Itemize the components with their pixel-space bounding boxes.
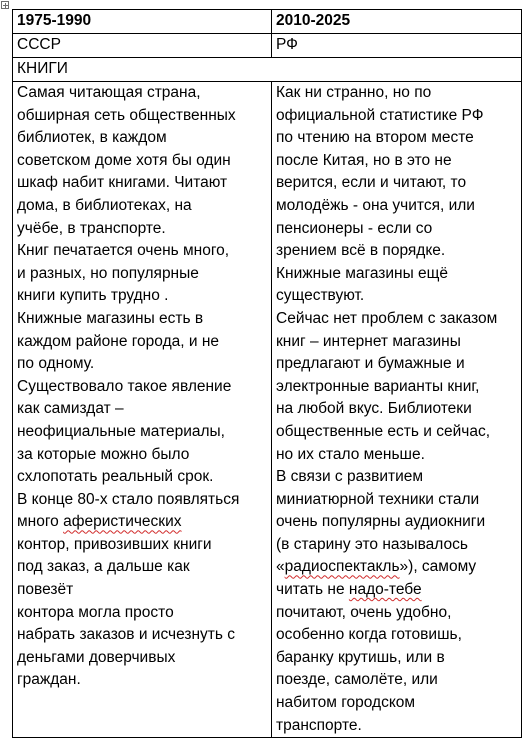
text-line — [17, 511, 267, 534]
text-line: деньгами доверчивых — [17, 648, 176, 666]
country-cell-right[interactable]: РФ — [272, 34, 522, 58]
text-line: но их стало меньше. — [276, 445, 425, 463]
text-segment: »), самому — [399, 558, 477, 576]
text-line: схлопотать реальный срок. — [17, 468, 214, 486]
text-line: неофициальные материалы, — [17, 422, 225, 440]
text-line: Существовало такое явление — [17, 377, 232, 395]
text-line: молодёжь - она учится, или — [276, 196, 475, 214]
section-row — [13, 58, 522, 82]
text-line: учёбе, в транспорте. — [17, 219, 166, 237]
content-row — [13, 82, 522, 738]
text-segment: много — [17, 513, 64, 531]
text-line: книги купить трудно . — [17, 287, 169, 305]
text-line: под заказ, а дальше как — [17, 558, 190, 576]
text-line: официальной статистике РФ — [276, 106, 484, 124]
text-line: (в старину это называлось — [276, 535, 468, 553]
text-line — [276, 556, 517, 579]
table-move-handle-icon[interactable] — [1, 1, 9, 9]
text-line: по чтению на втором месте — [276, 129, 474, 147]
comparison-table — [12, 9, 522, 738]
spellcheck-word[interactable]: надо-тебе — [348, 581, 422, 599]
text-line: набрать заказов и исчезнуть с — [17, 626, 236, 644]
text-line: советском доме хотя бы один — [17, 151, 231, 169]
header-row — [13, 10, 522, 34]
text-line: Книг печатается очень много, — [17, 242, 230, 260]
text-line: набитом городском — [276, 694, 416, 712]
text-line — [276, 579, 517, 602]
text-line: миниатюрной техники стали — [276, 490, 480, 508]
text-line: Самая читающая страна, — [17, 84, 201, 101]
text-line: очень популярны аудиокниги — [276, 513, 486, 531]
text-line: каждом районе города, и не — [17, 332, 219, 350]
text-line: контора могла просто — [17, 603, 174, 621]
text-line: книг – интернет магазины — [276, 332, 461, 350]
text-line: Как ни странно, но по — [276, 84, 432, 101]
text-line: электронные варианты книг, — [276, 377, 480, 395]
text-line: зрением всё в порядке. — [276, 242, 446, 260]
text-line: Сейчас нет проблем с заказом — [276, 309, 498, 327]
text-segment: читать не — [276, 581, 349, 599]
text-line: после Китая, но в это не — [276, 151, 452, 169]
text-line: по одному. — [17, 355, 95, 373]
text-line: обширная сеть общественных — [17, 106, 236, 124]
text-line: Книжные магазины ещё — [276, 264, 449, 282]
text-line: поезде, самолёте, или — [276, 671, 438, 689]
text-line: как самиздат – — [17, 400, 124, 418]
text-line: общественные есть и сейчас, — [276, 422, 491, 440]
text-line: баранку крутишь, или в — [276, 648, 445, 666]
text-line: библиотек, в каждом — [17, 129, 167, 147]
spellcheck-word[interactable]: радиоспектакль — [284, 558, 400, 576]
text-line: В связи с развитием — [276, 468, 424, 486]
text-line: и разных, но популярные — [17, 264, 199, 282]
content-cell-right[interactable] — [272, 82, 522, 738]
text-line: шкаф набит книгами. Читают — [17, 174, 228, 192]
text-line: на любой вкус. Библиотеки — [276, 400, 472, 418]
text-line: транспорте. — [276, 716, 362, 734]
text-line: верится, если и читают, то — [276, 174, 467, 192]
text-line: контор, привозивших книги — [17, 535, 212, 553]
text-line: предлагают и бумажные и — [276, 355, 465, 373]
text-line: существуют. — [276, 287, 365, 305]
country-cell-left[interactable]: СССР — [13, 34, 272, 58]
text-line: повезёт — [17, 581, 74, 599]
text-line: Книжные магазины есть в — [17, 309, 204, 327]
header-cell-right[interactable]: 2010-2025 — [272, 10, 522, 34]
text-line: за которые можно было — [17, 445, 190, 463]
spellcheck-word[interactable]: аферистических — [63, 513, 182, 531]
header-cell-left[interactable]: 1975-1990 — [13, 10, 272, 34]
text-line: пенсионеры - если со — [276, 219, 433, 237]
text-line: особенно когда готовишь, — [276, 626, 462, 644]
text-line: почитают, очень удобно, — [276, 603, 452, 621]
country-row — [13, 34, 522, 58]
text-line: граждан. — [17, 671, 81, 689]
text-segment: « — [276, 558, 285, 576]
text-line: дома, в библиотеках, на — [17, 196, 192, 214]
text-line: В конце 80-х стало появляться — [17, 490, 240, 508]
content-cell-left[interactable] — [13, 82, 272, 738]
section-label-cell[interactable]: КНИГИ — [13, 58, 522, 82]
